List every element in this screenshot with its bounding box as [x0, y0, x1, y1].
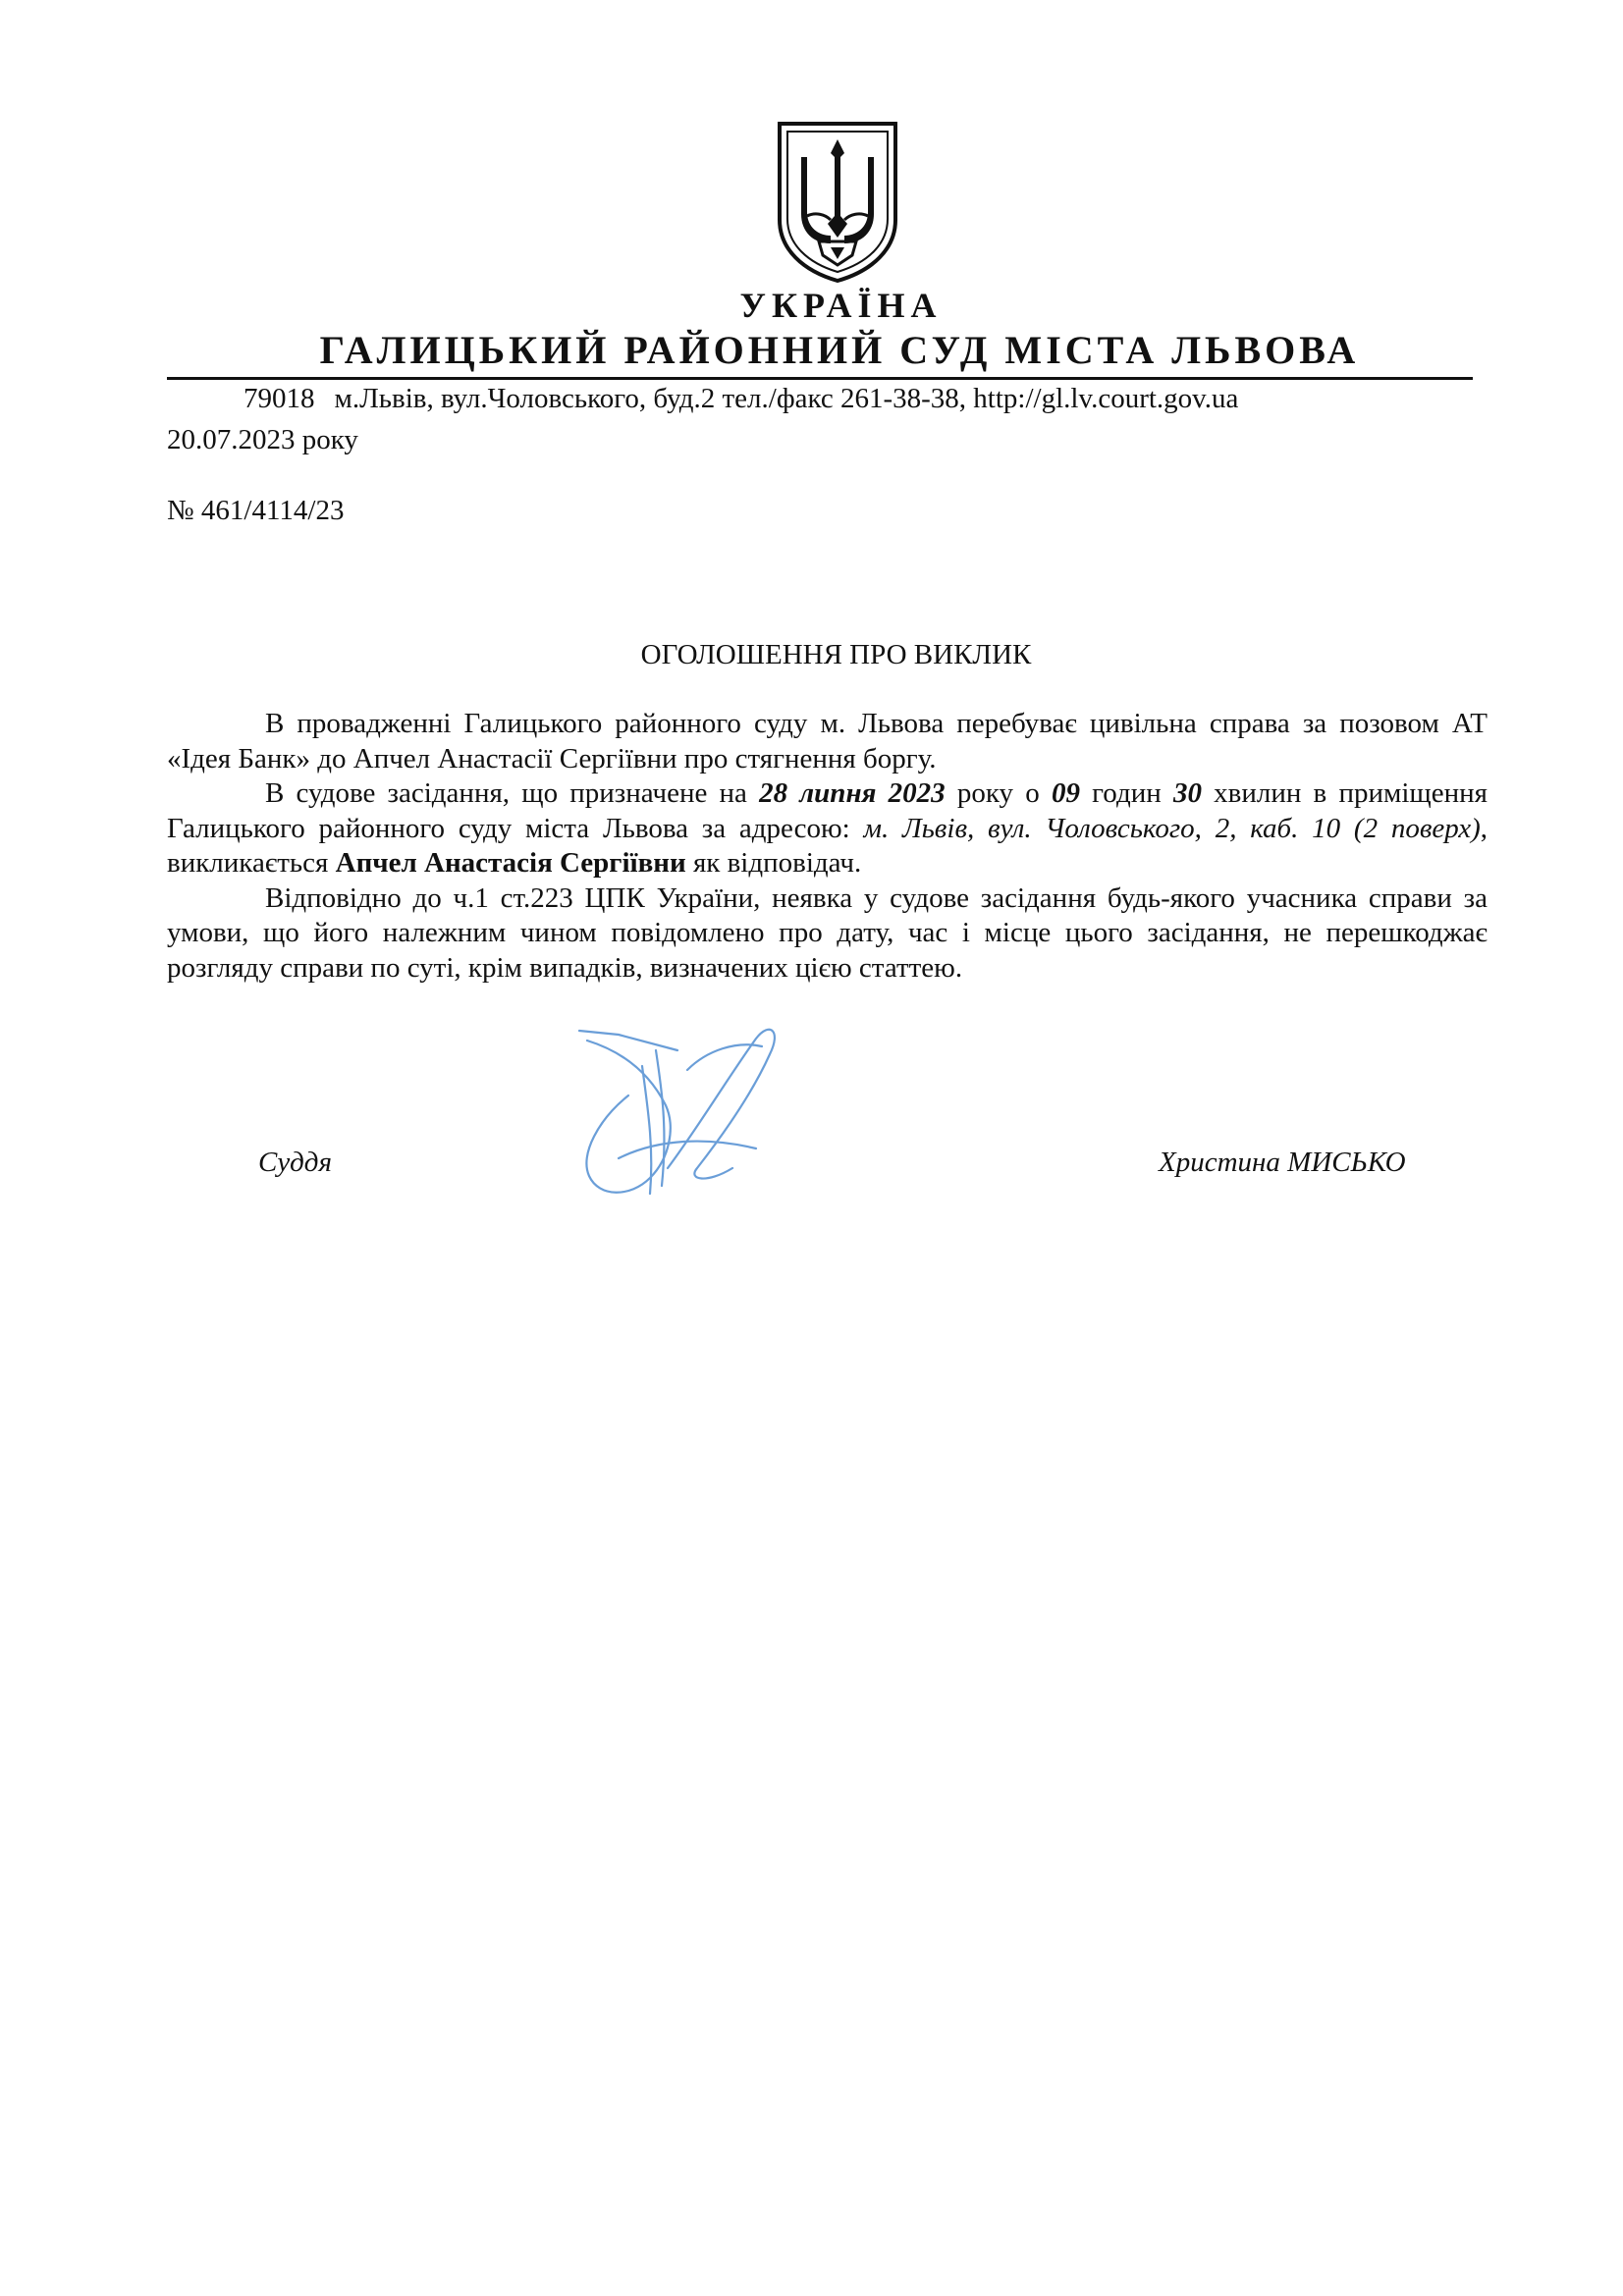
judge-signature — [560, 1011, 795, 1207]
hearing-hour: 09 — [1051, 777, 1080, 809]
judge-name: Христина МИСЬКО — [1159, 1147, 1406, 1178]
notice-body — [167, 707, 1488, 986]
coat-of-arms-of-ukraine-icon — [774, 118, 901, 285]
document-date: 20.07.2023 року — [167, 424, 358, 455]
paragraph-law: Відповідно до ч.1 ст.223 ЦПК України, неявка у судове засідання будь-якого учасника справи за умови, що його належним чином повідомлено про дату, час і місце цього засідання, не перешкоджає розгляду справи по суті, крім випадків, визначених цією статтею. — [167, 881, 1488, 984]
hearing-date: 28 липня 2023 — [759, 777, 946, 809]
hearing-minutes: 30 — [1172, 777, 1202, 809]
case-number: № 461/4114/23 — [167, 495, 345, 526]
address-postcode: 79018 — [243, 383, 315, 414]
defendant-name: Апчел Анастасія Сергіївни — [335, 847, 686, 879]
signer-role: Суддя — [258, 1147, 332, 1178]
court-address — [243, 383, 1238, 415]
hearing-address: м. Львів, вул. Чоловського, 2, каб. 10 (2 поверх) — [863, 812, 1481, 844]
header-divider — [167, 377, 1473, 380]
court-name: ГАЛИЦЬКИЙ РАЙОННИЙ СУД МІСТА ЛЬВОВА — [319, 328, 1360, 372]
paragraph-hearing: В судове засідання, що призначене на 28 липня 2023 року о 09 годин 30 хвилин в приміщення Галицького районного суду міста Львова за адресою: м. Львів, вул. Чоловського, 2, каб. 10 (2 поверх), викликається Апчел Анастасія Сергіївни як відповідач. — [167, 777, 1488, 879]
paragraph-case: В провадженні Галицького районного суду м. Львова перебуває цивільна справа за позовом АТ «Ідея Банк» до Апчел Анастасії Сергіївни про стягнення боргу. — [167, 708, 1488, 774]
address-details: м.Львів, вул.Чоловського, буд.2 тел./факс 261-38-38, http://gl.lv.court.gov.ua — [334, 383, 1239, 414]
notice-title: ОГОЛОШЕННЯ ПРО ВИКЛИК — [640, 639, 1032, 670]
country-title: УКРАЇНА — [739, 286, 943, 325]
